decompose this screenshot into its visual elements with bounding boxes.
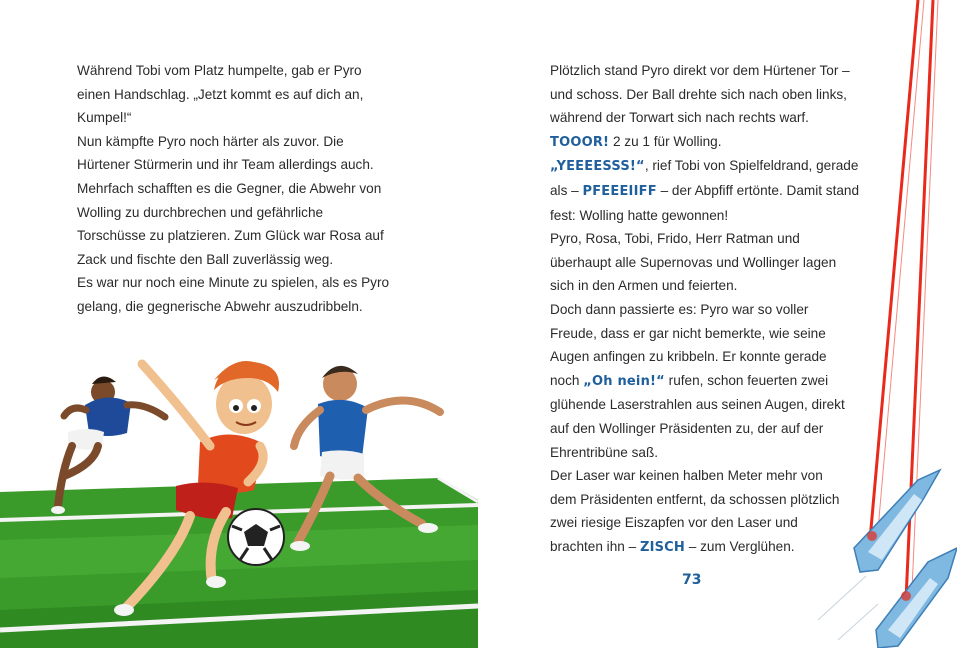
page-number: 73 (682, 572, 702, 588)
text-line: dem Präsidenten entfernt, da schossen plötzlich (550, 491, 840, 507)
text-line: und schoss. Der Ball drehte sich nach oben links, (550, 86, 847, 102)
text-line: Hürtener Stürmerin und ihr Team allerdings auch. (77, 157, 374, 173)
left-page (0, 0, 478, 648)
text-line: Ehrentribüne saß. (550, 444, 659, 460)
ice-shard (854, 470, 940, 572)
shout-text: ZISCH (639, 539, 685, 555)
text-line: Es war nur noch eine Minute zu spielen, als es Pyro (77, 275, 390, 291)
text-line: Torschüsse zu platzieren. Zum Glück war Rosa auf (77, 228, 384, 244)
line-text: brachten ihn – (550, 538, 640, 554)
soccer-ball (228, 509, 284, 565)
line-text: – der Abpfiff ertönte. Damit stand (656, 182, 860, 198)
text-line: Mehrfach schafften es die Gegner, die Abwehr von (77, 180, 382, 196)
text-line: Während Tobi vom Platz humpelte, gab er Pyro (77, 63, 362, 78)
laser-beam (870, 0, 918, 540)
text-line: Kumpel!“ (77, 110, 132, 126)
text-line (550, 535, 859, 560)
text-line (550, 130, 859, 155)
text-line: Augen anfingen zu kribbeln. Er konnte gerade (550, 349, 827, 365)
text-line: sich in den Armen und feierten. (550, 278, 738, 294)
text-line: Plötzlich stand Pyro direkt vor dem Hürtener Tor – (550, 63, 850, 78)
text-line: während der Torwart sich nach rechts warf. (550, 110, 809, 126)
text-line: glühende Laserstrahlen aus seinen Augen, direkt (550, 397, 845, 413)
line-text: – zum Verglühen. (684, 538, 795, 554)
text-line: einen Handschlag. „Jetzt kommt es auf dich an, (77, 86, 364, 102)
text-line: Der Laser war keinen halben Meter mehr von (550, 468, 823, 484)
text-line: überhaupt alle Supernovas und Wollinger lagen (550, 254, 837, 270)
shout-text: TOOOR! (550, 134, 610, 150)
text-line: Wolling zu durchbrechen und gefährliche (77, 204, 324, 220)
shout-text: „Oh nein!“ (583, 373, 665, 389)
text-line: fest: Wolling hatte gewonnen! (550, 207, 729, 223)
shout-text: „YEEEESSS!“ (550, 159, 645, 175)
line-text: noch (550, 372, 584, 388)
line-text: 2 zu 1 für Wolling. (609, 133, 722, 149)
text-line: auf den Wollinger Präsidenten zu, der auf der (550, 420, 824, 436)
line-text: als – (550, 182, 583, 198)
line-text: , rief Tobi von Spielfeldrand, gerade (644, 158, 859, 174)
text-line (550, 154, 859, 179)
ice-shard (876, 548, 957, 648)
right-page (478, 0, 957, 648)
text-line: gelang, die gegnerische Abwehr auszudribbeln. (77, 298, 363, 314)
line-text: rufen, schon feuerten zwei (664, 372, 829, 388)
text-line: Pyro, Rosa, Tobi, Frido, Herr Ratman und (550, 231, 800, 247)
text-line: zwei riesige Eiszapfen vor den Laser und (550, 515, 798, 531)
text-line: Zack und fischte den Ball zuverlässig weg. (77, 251, 334, 267)
shout-text: PFEEEIIFF (582, 183, 657, 199)
text-line: Doch dann passierte es: Pyro war so voller (550, 301, 809, 317)
text-line (550, 179, 859, 204)
text-line (550, 369, 859, 394)
text-line: Freude, dass er gar nicht bemerkte, wie seine (550, 325, 826, 341)
left-page-text (77, 59, 389, 319)
right-page-text (550, 59, 859, 559)
text-line: Nun kämpfte Pyro noch härter als zuvor. Die (77, 133, 344, 149)
